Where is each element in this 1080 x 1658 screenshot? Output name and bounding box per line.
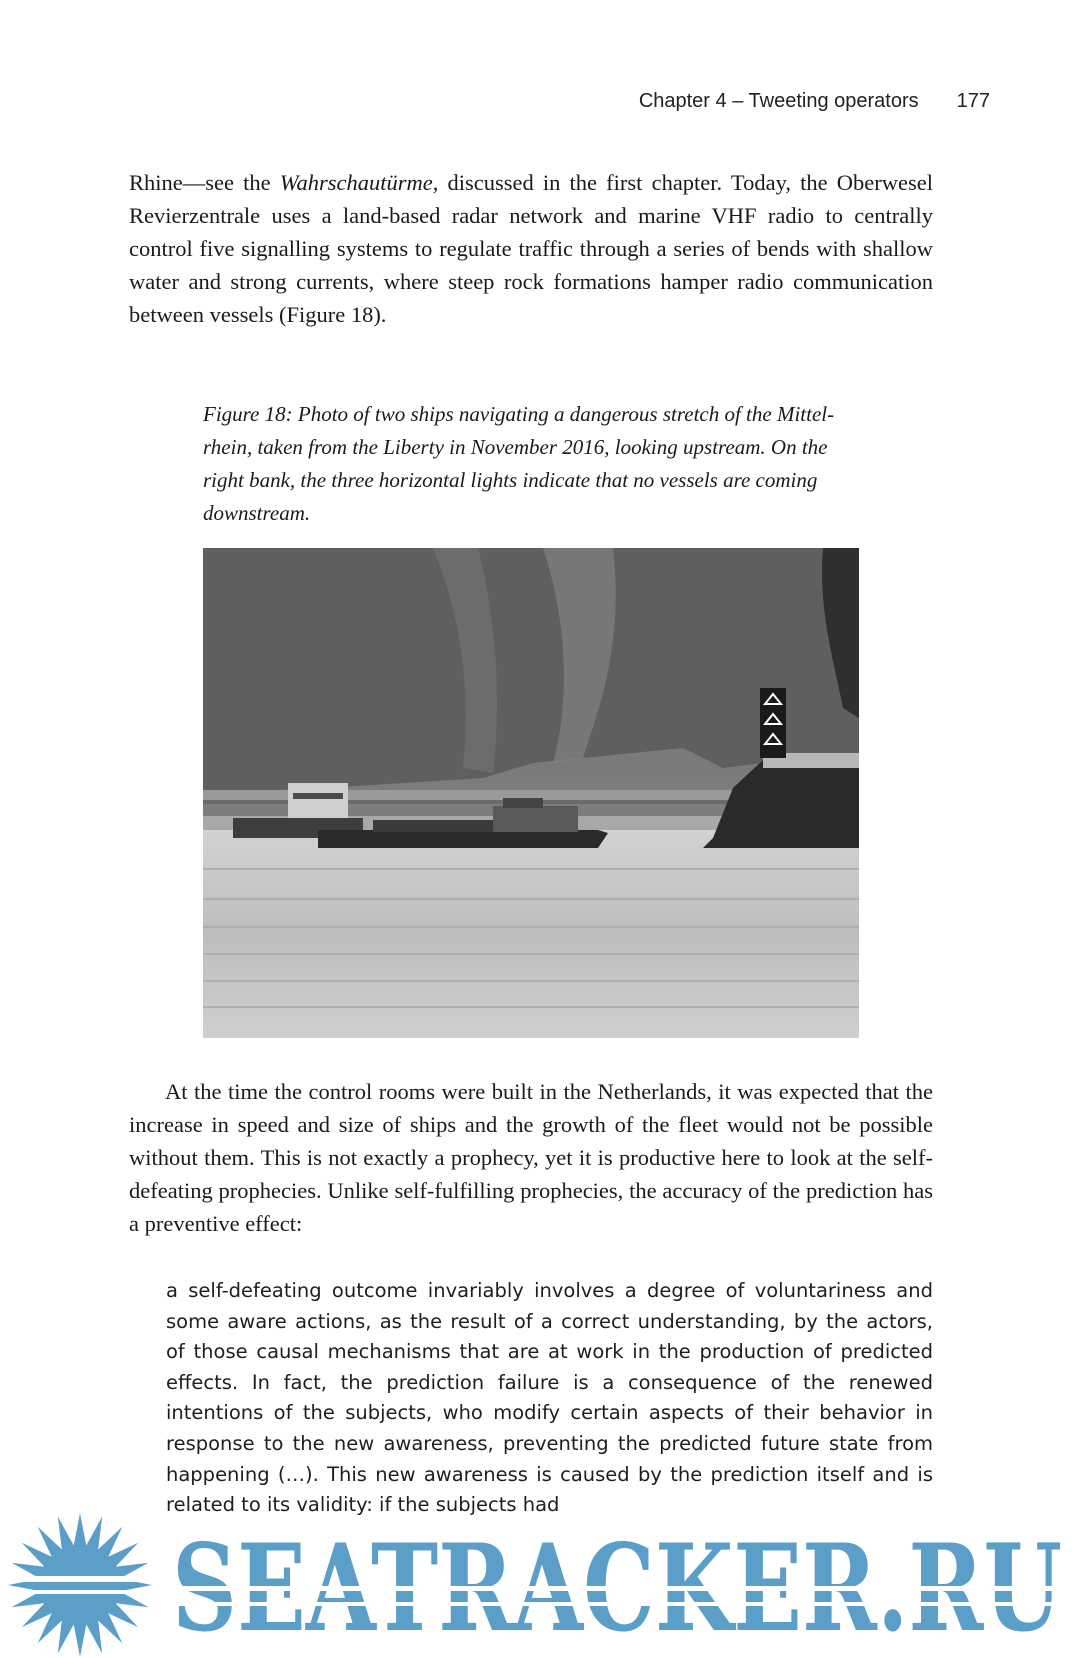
caption-line-3: right bank, the three horizontal lights indicate that no vessels are coming — [203, 468, 818, 492]
page-header — [120, 90, 990, 113]
page-number: 177 — [956, 90, 990, 112]
figure-caption — [203, 398, 843, 530]
body-paragraph-1 — [129, 166, 933, 331]
paragraph-1-text-b: , discussed in the first chapter. Today, the Oberwesel Revierzentrale uses a land-based radar network and marine VHF radio to centrally control five signalling systems to regulate traffic through a series of bends with shallow water and strong currents, where steep rock formations hamper radio communication between vessels (Figure 18). — [129, 170, 933, 327]
paragraph-1-text-a: Rhine—see the — [129, 170, 280, 195]
watermark — [0, 1490, 1080, 1658]
caption-line-2: rhein, taken from the Liberty in November 2016, looking upstream. On the — [203, 435, 828, 459]
running-head-chapter: Chapter 4 – Tweeting operators — [638, 90, 919, 112]
sun-burst-icon — [6, 1513, 154, 1657]
block-quote: a self-defeating outcome invariably involves a degree of voluntariness and some aware actions, as the result of a correct understanding, by the actors, of those causal mechanisms that are at work in the production of predicted effects. In fact, the prediction failure is a consequence of the renewed intentions of the subjects, who modify certain aspects of their behavior in response to the new awareness, preventing the predicted future state from happening (…). This new awareness is caused by the prediction itself and is related to its validity: if the subjects had — [166, 1279, 933, 1517]
paragraph-1-emphasis: Wahrschautürme — [279, 170, 433, 195]
caption-line-1: Figure 18: Photo of two ships navigating a dangerous stretch of the Mittel- — [203, 402, 835, 426]
caption-line-4: downstream. — [203, 501, 311, 525]
figure-photo — [203, 548, 859, 1038]
body-paragraph-2: At the time the control rooms were built in the Netherlands, it was expected that the increase in speed and size of ships and the growth of the fleet would not be possible without them. This is not exactly a prophecy, yet it is productive here to look at the self-defeating prophecies. Unlike self-fulfilling prophecies, the accuracy of the prediction has a preventive effect: — [129, 1079, 933, 1236]
